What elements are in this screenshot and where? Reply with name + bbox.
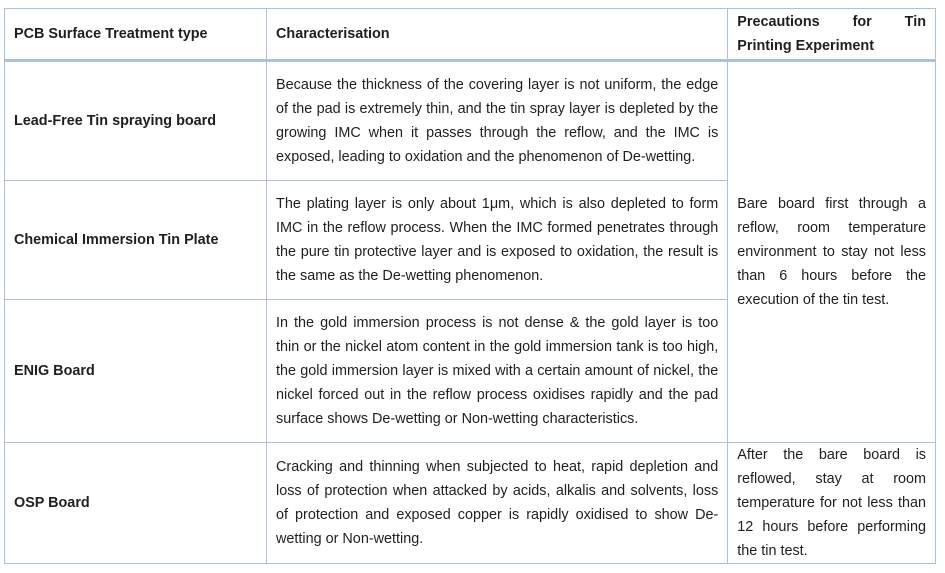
pcb-surface-treatment-table bbox=[4, 8, 936, 564]
precautions-cell: After the bare board is reflowed, stay at room temperature for not less than 12 hours before performing the tin test. bbox=[728, 443, 936, 564]
table-row bbox=[5, 61, 936, 181]
header-characterisation: Characterisation bbox=[267, 9, 728, 61]
treatment-type-cell: Lead-Free Tin spraying board bbox=[5, 61, 267, 181]
table-header-row bbox=[5, 9, 936, 61]
treatment-type-cell: ENIG Board bbox=[5, 300, 267, 443]
treatment-type-cell: Chemical Immersion Tin Plate bbox=[5, 181, 267, 300]
characterisation-cell: Because the thickness of the covering layer is not uniform, the edge of the pad is extremely thin, and the tin spray layer is depleted by the growing IMC when it passes through the reflow, and the IMC is exposed, leading to oxidation and the phenomenon of De-wetting. bbox=[267, 61, 728, 181]
header-precautions: Precautions for Tin Printing Experiment bbox=[728, 9, 936, 61]
characterisation-cell: Cracking and thinning when subjected to heat, rapid depletion and loss of protection when attacked by acids, alkalis and solvents, loss of protection and exposed copper is rapidly oxidised to show De-wetting or Non-wetting. bbox=[267, 443, 728, 564]
header-treatment-type: PCB Surface Treatment type bbox=[5, 9, 267, 61]
table-row bbox=[5, 443, 936, 564]
characterisation-cell: The plating layer is only about 1μm, which is also depleted to form IMC in the reflow process. When the IMC formed penetrates through the pure tin protective layer and is exposed to oxidation, the result is the same as the De-wetting phenomenon. bbox=[267, 181, 728, 300]
characterisation-cell: In the gold immersion process is not dense & the gold layer is too thin or the nickel atom content in the gold immersion tank is too high, the gold immersion layer is mixed with a certain amount of nickel, the nickel forced out in the reflow process oxidises rapidly and the pad surface shows De-wetting or Non-wetting characteristics. bbox=[267, 300, 728, 443]
treatment-type-cell: OSP Board bbox=[5, 443, 267, 564]
precautions-cell: Bare board first through a reflow, room temperature environment to stay not less than 6 hours before the execution of the tin test. bbox=[728, 61, 936, 443]
